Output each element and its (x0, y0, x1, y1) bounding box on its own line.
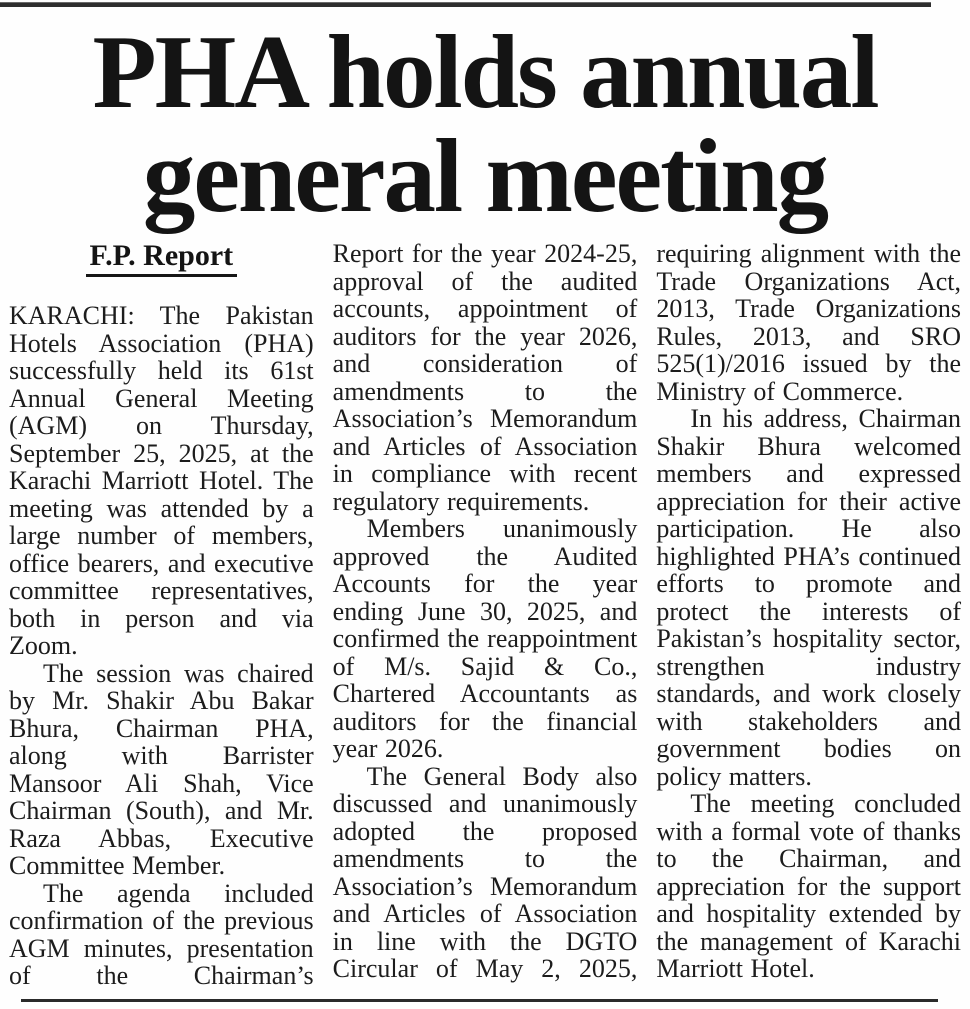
byline-wrap (9, 240, 314, 277)
article-column-2 (333, 240, 638, 990)
headline-line-1: PHA holds annual (92, 13, 878, 130)
paragraph: The General Body also discussed and unanimously adopted the proposed amendments to the Association’s Memorandum and Articles of Association in line with the DGTO Circular of May 2, 2025, (332, 761, 638, 983)
article-body (0, 240, 970, 990)
article-column-1 (9, 240, 314, 990)
article-column-3 (656, 240, 961, 990)
top-rule (0, 2, 931, 7)
headline-line-2: general meeting (142, 117, 828, 234)
headline (8, 13, 962, 234)
paragraph: The agenda included confirmation of the previous AGM minutes, presentation of the Chairman’s (9, 878, 314, 990)
paragraph: requiring alignment with the Trade Organizations Act, 2013, Trade Organizations Rules, 2013, and SRO 525(1)/2016 issued by the Ministry of Commerce. (656, 239, 962, 406)
paragraph: Members unanimously approved the Audited Accounts for the year ending June 30, 2025, and confirmed the reappointment of M/s. Sajid & Co., Chartered Accountants as auditors for the financial year 2026. (332, 514, 638, 763)
bottom-rule (21, 999, 938, 1002)
byline: F.P. Report (86, 240, 238, 277)
paragraph: In his address, Chairman Shakir Bhura welcomed members and expressed appreciation for their active participation. He also highlighted PHA’s continued efforts to promote and protect the interests of Pakistan’s hospitality sector, strengthen industry standards, and work closely with stakeholders and government bodies on policy matters. (656, 404, 962, 791)
paragraph: The session was chaired by Mr. Shakir Abu Bakar Bhura, Chairman PHA, along with Barrister Mansoor Ali Shah, Vice Chairman (South), and Mr. Raza Abbas, Executive Committee Member. (9, 658, 314, 880)
paragraph: The meeting concluded with a formal vote of thanks to the Chairman, and appreciation for the support and hospitality extended by the management of Karachi Marriott Hotel. (656, 789, 962, 983)
paragraph: KARACHI: The Pakistan Hotels Association (PHA) successfully held its 61st Annual General Meeting (AGM) on Thursday, September 25, 2025, at the Karachi Marriott Hotel. The meeting was attended by a large number of members, office bearers, and executive committee representatives, both in person and via Zoom. (9, 301, 314, 660)
paragraph: Report for the year 2024-25, approval of the audited accounts, appointment of auditors for the year 2026, and consideration of amendments to the Association’s Memorandum and Articles of Association in compliance with recent regulatory requirements. (332, 239, 638, 516)
